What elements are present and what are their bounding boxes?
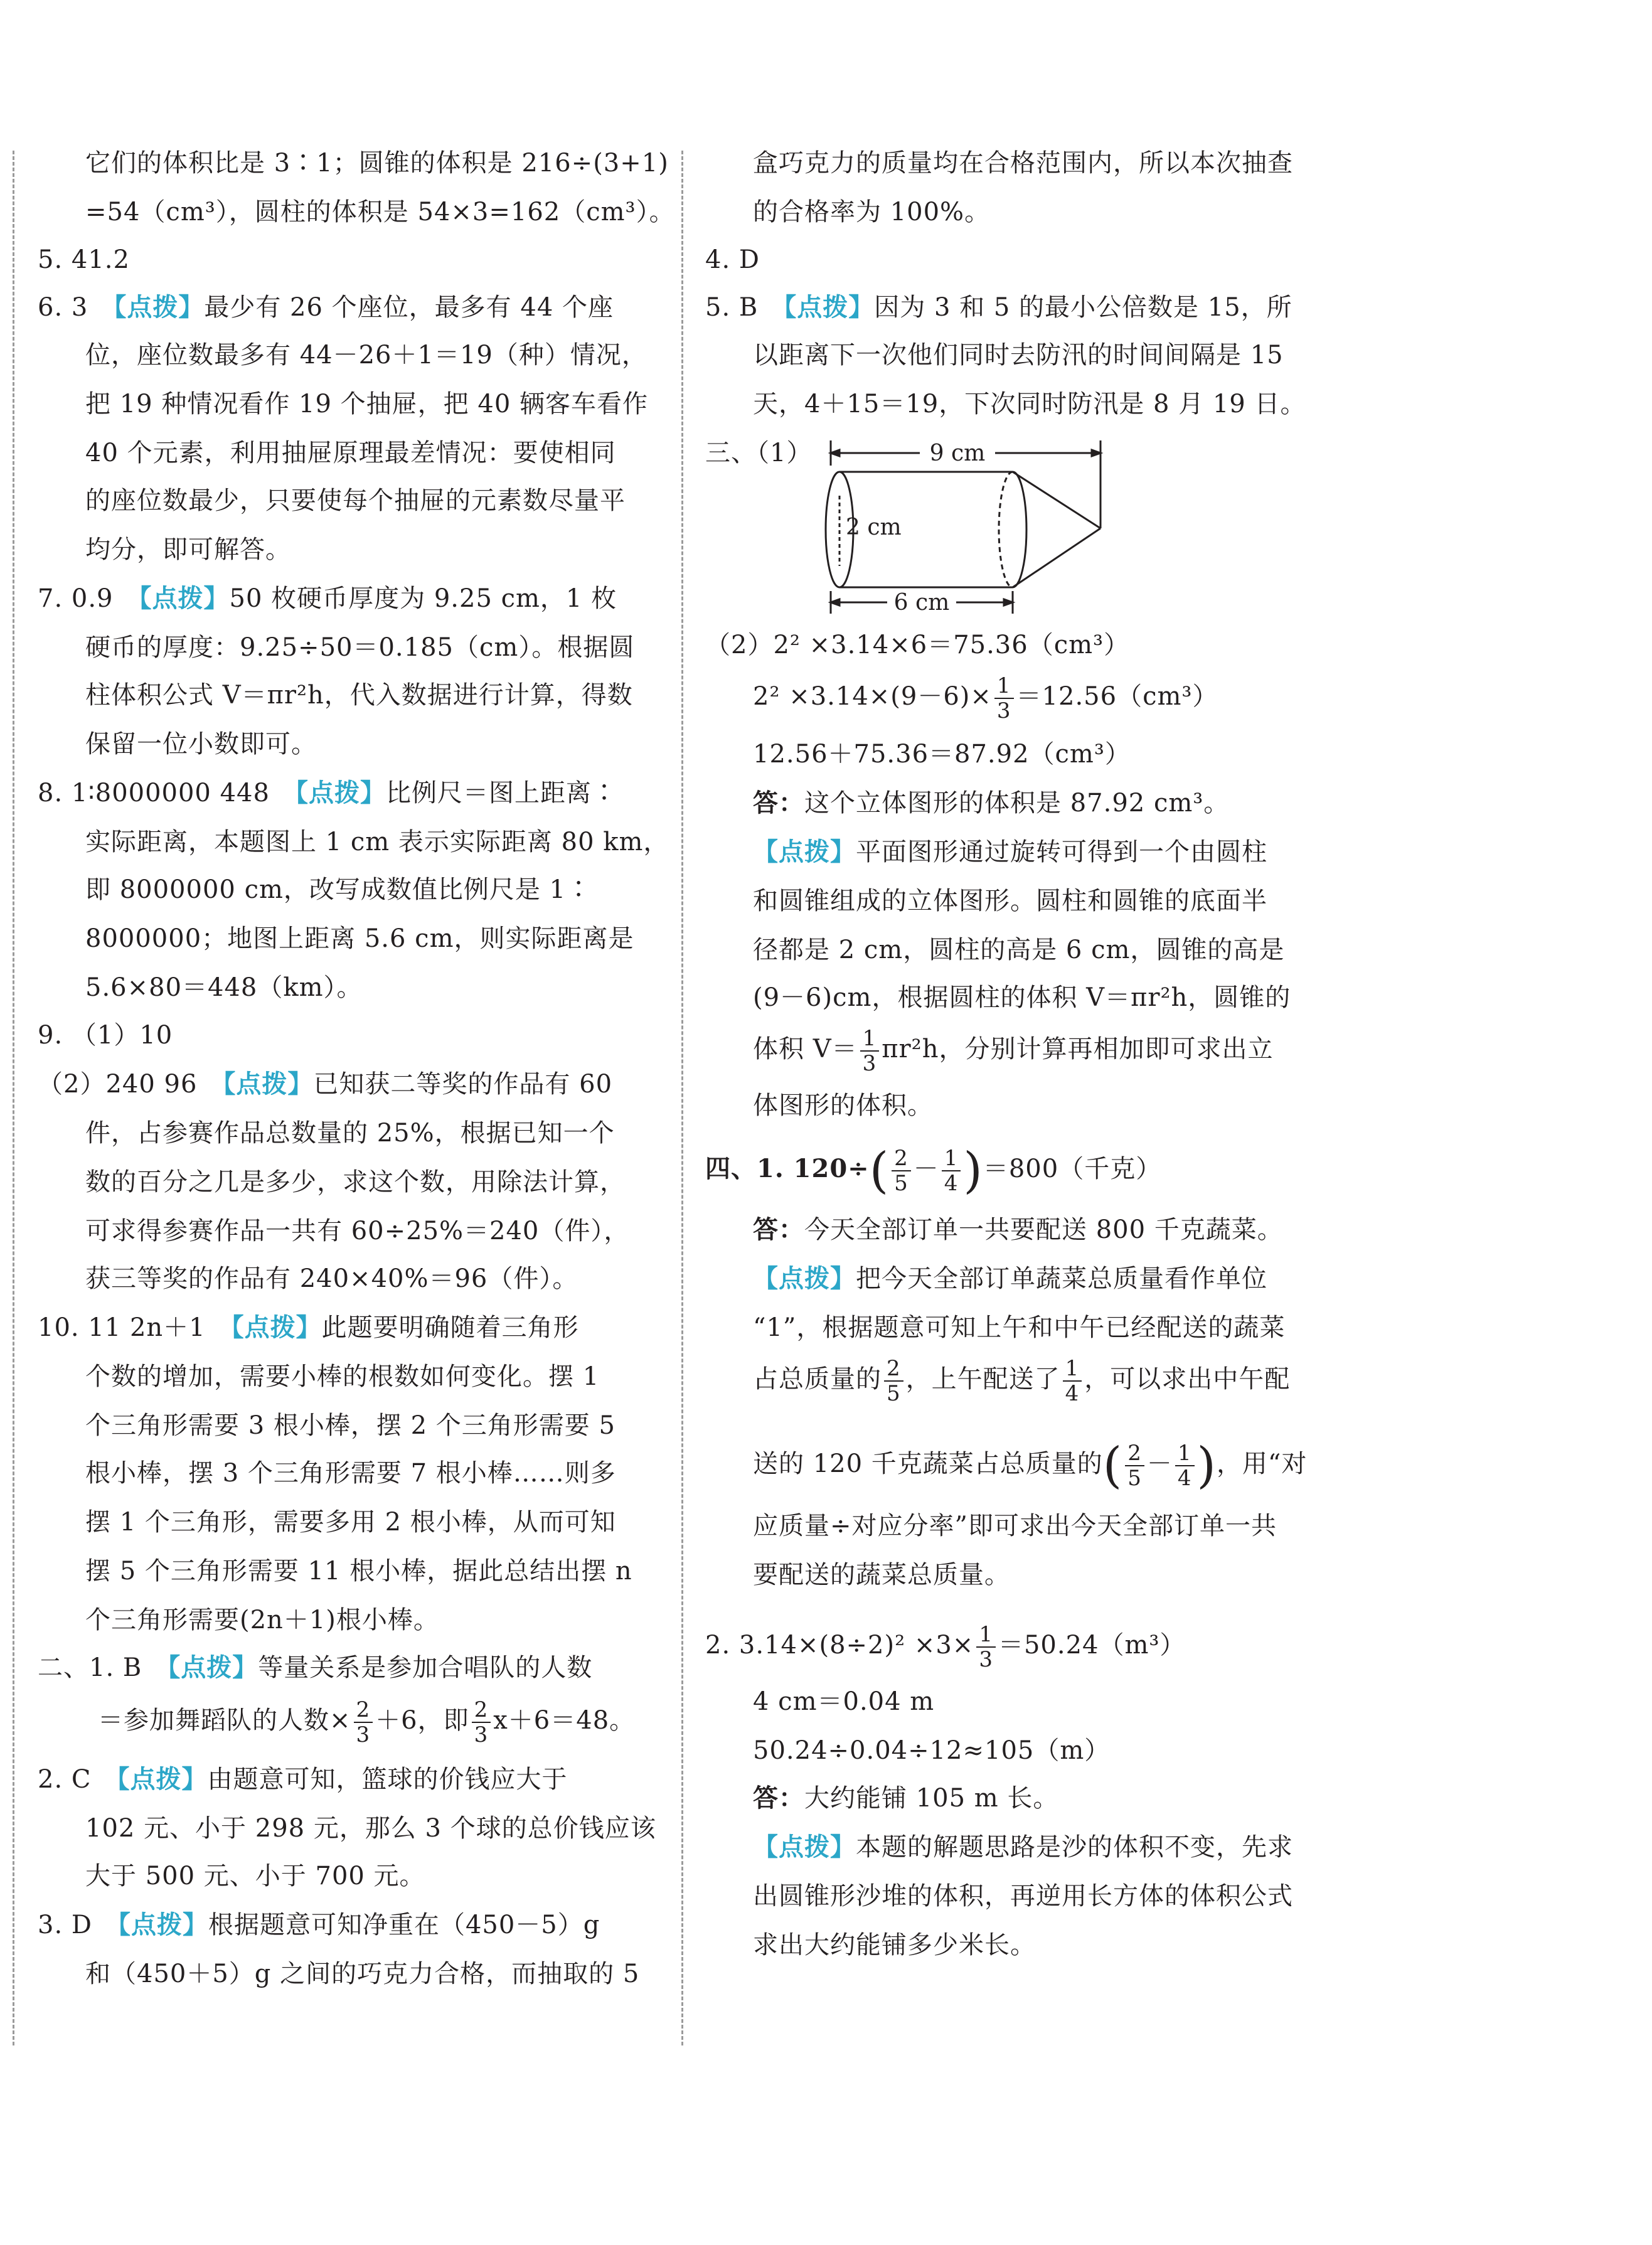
text-line: 4 cm＝0.04 m <box>753 1687 935 1716</box>
hint-label: 【点拨】 <box>114 292 205 322</box>
answer-8: 8. 1∶8000000 448 【点拨】比例尺＝图上距离∶ <box>38 778 617 808</box>
answer-5: 5. 41.2 <box>38 245 130 274</box>
text-line-with-fraction: 占总质量的 $\frac{2}{5}$ ，上午配送了 $\frac{1}{4}$ ，可以求出中午配 <box>753 1356 1291 1406</box>
fraction: $\frac{1}{3}$ <box>976 1623 996 1672</box>
section-2-answer-2: 2. C 【点拨】由题意可知，篮球的价钱应大于 <box>38 1764 568 1794</box>
hint-label: 【点拨】 <box>223 1069 314 1099</box>
text-line: 获三等奖的作品有 240×40%＝96（件）。 <box>85 1264 578 1293</box>
fraction: $\frac{1}{3}$ <box>860 1027 880 1075</box>
text-line: (9－6)cm，根据圆柱的体积 V＝πr²h，圆锥的 <box>753 983 1291 1012</box>
text-line: 的合格率为 100%。 <box>753 198 991 227</box>
text-line: 出圆锥形沙堆的体积，再逆用长方体的体积公式 <box>753 1882 1293 1911</box>
section-2-answer-3: 3. D 【点拨】根据题意可知净重在（450－5）g <box>38 1910 600 1939</box>
fraction: $\frac{1}{3}$ <box>994 674 1014 723</box>
arrow-head <box>831 450 839 456</box>
fraction: $\frac{2}{5}$ <box>1125 1441 1144 1490</box>
text-line: 摆 1 个三角形，需要多用 2 根小棒，从而可知 <box>85 1508 616 1537</box>
hint-label: 【点拨】 <box>784 292 875 322</box>
answer-4: 4. D <box>705 245 760 274</box>
hint-label: 【点拨】 <box>139 584 230 613</box>
text-line-with-fraction: 体积 V＝ $\frac{1}{3}$ πr²h，分别计算再相加即可求出立 <box>753 1026 1274 1076</box>
text-line: 12.56＋75.36＝87.92（cm³） <box>753 740 1131 769</box>
text-line: 即 8000000 cm，改写成数值比例尺是 1∶ <box>85 875 592 904</box>
fraction: $\frac{1}{4}$ <box>1175 1441 1195 1490</box>
answer-line: 答：大约能铺 105 m 长。 <box>753 1783 1059 1813</box>
cylinder-right-face-hidden <box>999 472 1013 587</box>
text-line-with-fraction: 送的 120 千克蔬菜占总质量的( $\frac{2}{5}$ － $\frac{1}{4}$ )，用“对 <box>753 1437 1308 1494</box>
arrow-head <box>1092 450 1100 456</box>
text-line: 天，4＋15＝19，下次同时防汛是 8 月 19 日。 <box>753 390 1306 419</box>
answer-10: 10. 11 2n＋1 【点拨】此题要明确随着三角形 <box>38 1313 579 1342</box>
answer-9-1: 9. （1）10 <box>38 1021 173 1050</box>
arrow-head <box>831 599 839 605</box>
text-line: 数的百分之几是多少，求这个数，用除法计算， <box>85 1168 626 1197</box>
text-line: “1”，根据题意可知上午和中午已经配送的蔬菜 <box>753 1313 1286 1342</box>
text-line: 硬币的厚度：9.25÷50＝0.185（cm）。根据圆 <box>85 633 635 662</box>
hint-label: 【点拨】 <box>753 837 856 867</box>
hint-label: 【点拨】 <box>168 1653 258 1682</box>
text-line: 个数的增加，需要小棒的根数如何变化。摆 1 <box>85 1362 600 1391</box>
text-line: 保留一位小数即可。 <box>85 730 317 759</box>
left-dashed-margin <box>13 151 14 2045</box>
hint-label: 【点拨】 <box>117 1910 208 1939</box>
text-line: 应质量÷对应分率”即可求出今天全部订单一共 <box>753 1512 1277 1540</box>
hint-label: 【点拨】 <box>753 1832 856 1862</box>
arrow-head <box>1004 599 1013 605</box>
text-line: 件，占参赛作品总数量的 25%，根据已知一个 <box>85 1119 615 1148</box>
text-line: 个三角形需要 3 根小棒，摆 2 个三角形需要 5 <box>85 1411 616 1440</box>
text-line: 个三角形需要(2n＋1)根小棒。 <box>85 1606 439 1634</box>
hint-label: 【点拨】 <box>295 778 386 808</box>
section-4-answer-1: 四、1. 120÷( $\frac{2}{5}$ － $\frac{1}{4}$ )＝800（千克） <box>705 1143 1162 1199</box>
text-line: 位，座位数最多有 44－26＋1＝19（种）情况， <box>85 341 647 370</box>
fraction: $\frac{2}{5}$ <box>884 1357 903 1405</box>
text-line: 以距离下一次他们同时去防汛的时间间隔是 15 <box>753 341 1284 370</box>
fraction: $\frac{2}{3}$ <box>354 1698 373 1747</box>
text-line: 实际距离，本题图上 1 cm 表示实际距离 80 km， <box>85 828 669 856</box>
text-line: 体图形的体积。 <box>753 1091 933 1120</box>
text-line: 它们的体积比是 3∶1；圆锥的体积是 216÷(3+1) <box>85 149 669 178</box>
text-line: 根小棒，摆 3 个三角形需要 7 根小棒……则多 <box>85 1459 616 1488</box>
answer-5: 5. B 【点拨】因为 3 和 5 的最小公倍数是 15，所 <box>705 292 1292 322</box>
hint-line: 【点拨】本题的解题思路是沙的体积不变，先求 <box>753 1832 1293 1862</box>
text-line: 的座位数最少，只要使每个抽屉的元素数尽量平 <box>85 486 626 515</box>
text-line-with-fraction: 2² ×3.14×(9－6)× $\frac{1}{3}$ ＝12.56（cm³） <box>753 673 1218 723</box>
text-line: 均分，即可解答。 <box>85 535 291 564</box>
text-line: 把 19 种情况看作 19 个抽屉，把 40 辆客车看作 <box>85 390 648 419</box>
hint-line: 【点拨】把今天全部订单蔬菜总质量看作单位 <box>753 1264 1267 1293</box>
text-line: 摆 5 个三角形需要 11 根小棒，据此总结出摆 n <box>85 1557 632 1586</box>
answer-line: 答：这个立体图形的体积是 87.92 cm³。 <box>753 788 1230 818</box>
text-line: 和圆锥组成的立体图形。圆柱和圆锥的底面半 <box>753 887 1267 915</box>
cylinder-cone-diagram <box>824 440 1176 616</box>
dim-label-9cm: 9 cm <box>929 440 986 466</box>
answer-7: 7. 0.9 【点拨】50 枚硬币厚度为 9.25 cm，1 枚 <box>38 584 617 613</box>
answer-line: 答：今天全部订单一共要配送 800 千克蔬菜。 <box>753 1215 1283 1244</box>
text-line: 求出大约能铺多少米长。 <box>753 1931 1036 1960</box>
fraction: $\frac{2}{5}$ <box>892 1146 911 1195</box>
text-line: 40 个元素，利用抽屉原理最差情况：要使相同 <box>85 439 616 467</box>
section-2-answer-1: 二、1. B 【点拨】等量关系是参加合唱队的人数 <box>38 1653 593 1682</box>
dim-label-2cm: 2 cm <box>846 515 902 540</box>
section-3-part-1: 三、（1） <box>705 439 813 467</box>
text-line-with-fraction: ＝参加舞蹈队的人数× $\frac{2}{3}$ ＋6，即 $\frac{2}{3}$ x＋6＝48。 <box>98 1697 636 1747</box>
fraction: $\frac{2}{3}$ <box>472 1698 491 1747</box>
answer-6: 6. 3 【点拨】最少有 26 个座位，最多有 44 个座 <box>38 292 614 322</box>
text-line: 5.6×80＝448（km）。 <box>85 973 363 1002</box>
text-line: 柱体积公式 V＝πr²h，代入数据进行计算，得数 <box>85 681 633 710</box>
text-line: 大于 500 元、小于 700 元。 <box>85 1862 425 1890</box>
hint-label: 【点拨】 <box>753 1264 856 1293</box>
fraction: $\frac{1}{4}$ <box>942 1146 961 1195</box>
hint-label: 【点拨】 <box>231 1313 322 1342</box>
fraction: $\frac{1}{4}$ <box>1063 1357 1082 1405</box>
text-line: 50.24÷0.04÷12≈105（m） <box>753 1736 1111 1765</box>
text-line: 径都是 2 cm，圆柱的高是 6 cm，圆锥的高是 <box>753 936 1285 964</box>
text-line: =54（cm³），圆柱的体积是 54×3=162（cm³）。 <box>85 198 675 227</box>
text-line: 可求得参赛作品一共有 60÷25%＝240（件）， <box>85 1217 630 1245</box>
text-line: 8000000；地图上距离 5.6 cm，则实际距离是 <box>85 924 634 953</box>
cylinder-right-face-front <box>1013 472 1026 587</box>
section-3-part-2: （2）2² ×3.14×6＝75.36（cm³） <box>705 631 1130 659</box>
hint-line: 【点拨】平面图形通过旋转可得到一个由圆柱 <box>753 837 1267 867</box>
text-line: 102 元、小于 298 元，那么 3 个球的总价钱应该 <box>85 1814 656 1843</box>
middle-dashed-divider <box>681 151 683 2045</box>
hint-label: 【点拨】 <box>117 1764 208 1794</box>
dim-label-6cm: 6 cm <box>893 590 950 616</box>
text-line: 和（450＋5）g 之间的巧克力合格，而抽取的 5 <box>85 1960 640 1988</box>
text-line: 要配送的蔬菜总质量。 <box>753 1560 1010 1589</box>
answer-9-2: （2）240 96 【点拨】已知获二等奖的作品有 60 <box>38 1069 613 1099</box>
text-line: 盒巧克力的质量均在合格范围内，所以本次抽查 <box>753 149 1293 178</box>
section-4-answer-2: 2. 3.14×(8÷2)² ×3× $\frac{1}{3}$ ＝50.24（m³） <box>705 1622 1186 1672</box>
